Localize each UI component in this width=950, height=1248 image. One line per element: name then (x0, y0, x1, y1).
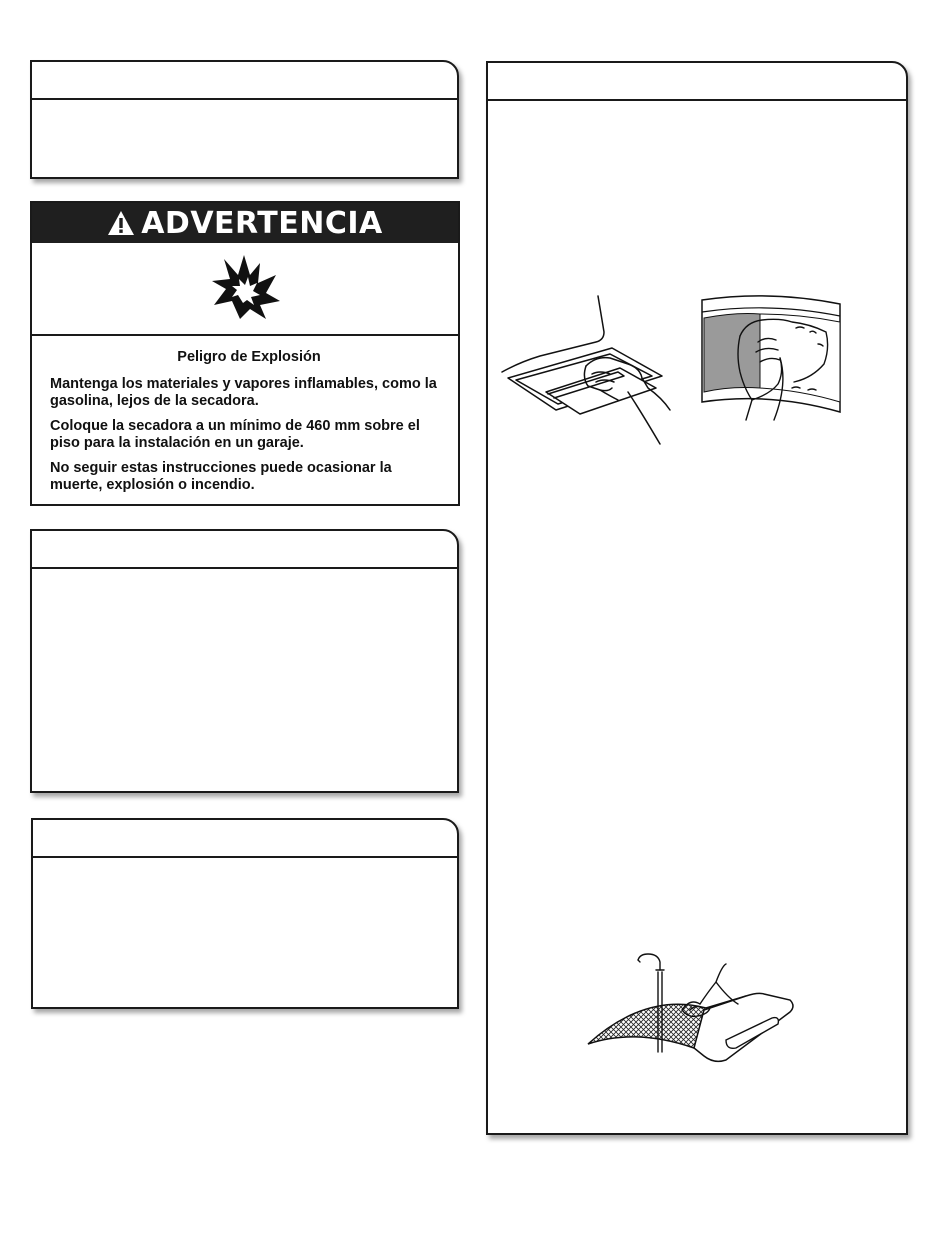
info-panel-middle (30, 529, 459, 793)
warning-line-1: Mantenga los materiales y vapores inflamables, como la gasolina, lejos de la secadora. (50, 376, 437, 409)
panel-header (32, 531, 457, 569)
warning-triangle-icon (107, 210, 135, 236)
warning-box (30, 201, 460, 506)
panel-header (32, 62, 457, 100)
hazard-symbol-area (32, 243, 458, 336)
explosion-icon (210, 253, 282, 323)
signal-word: ADVERTENCIA (141, 205, 383, 241)
warning-header (32, 203, 458, 243)
info-panel-bottom (31, 818, 459, 1009)
panel-header (488, 63, 906, 101)
info-panel-top (30, 60, 459, 179)
warning-line-2: Coloque la secadora a un mínimo de 460 mm sobre el piso para la instalación en un garaje. (50, 418, 420, 451)
warning-text (50, 349, 448, 502)
warning-line-3: No seguir estas instrucciones puede ocasionar la muerte, explosión o incendio. (50, 460, 392, 493)
lint-screen-cleaning-icon (500, 292, 675, 447)
drum-wiping-icon (700, 292, 845, 424)
lint-screen-washing-icon (586, 952, 796, 1064)
panel-header (33, 820, 457, 858)
hazard-title: Peligro de Explosión (177, 349, 321, 365)
